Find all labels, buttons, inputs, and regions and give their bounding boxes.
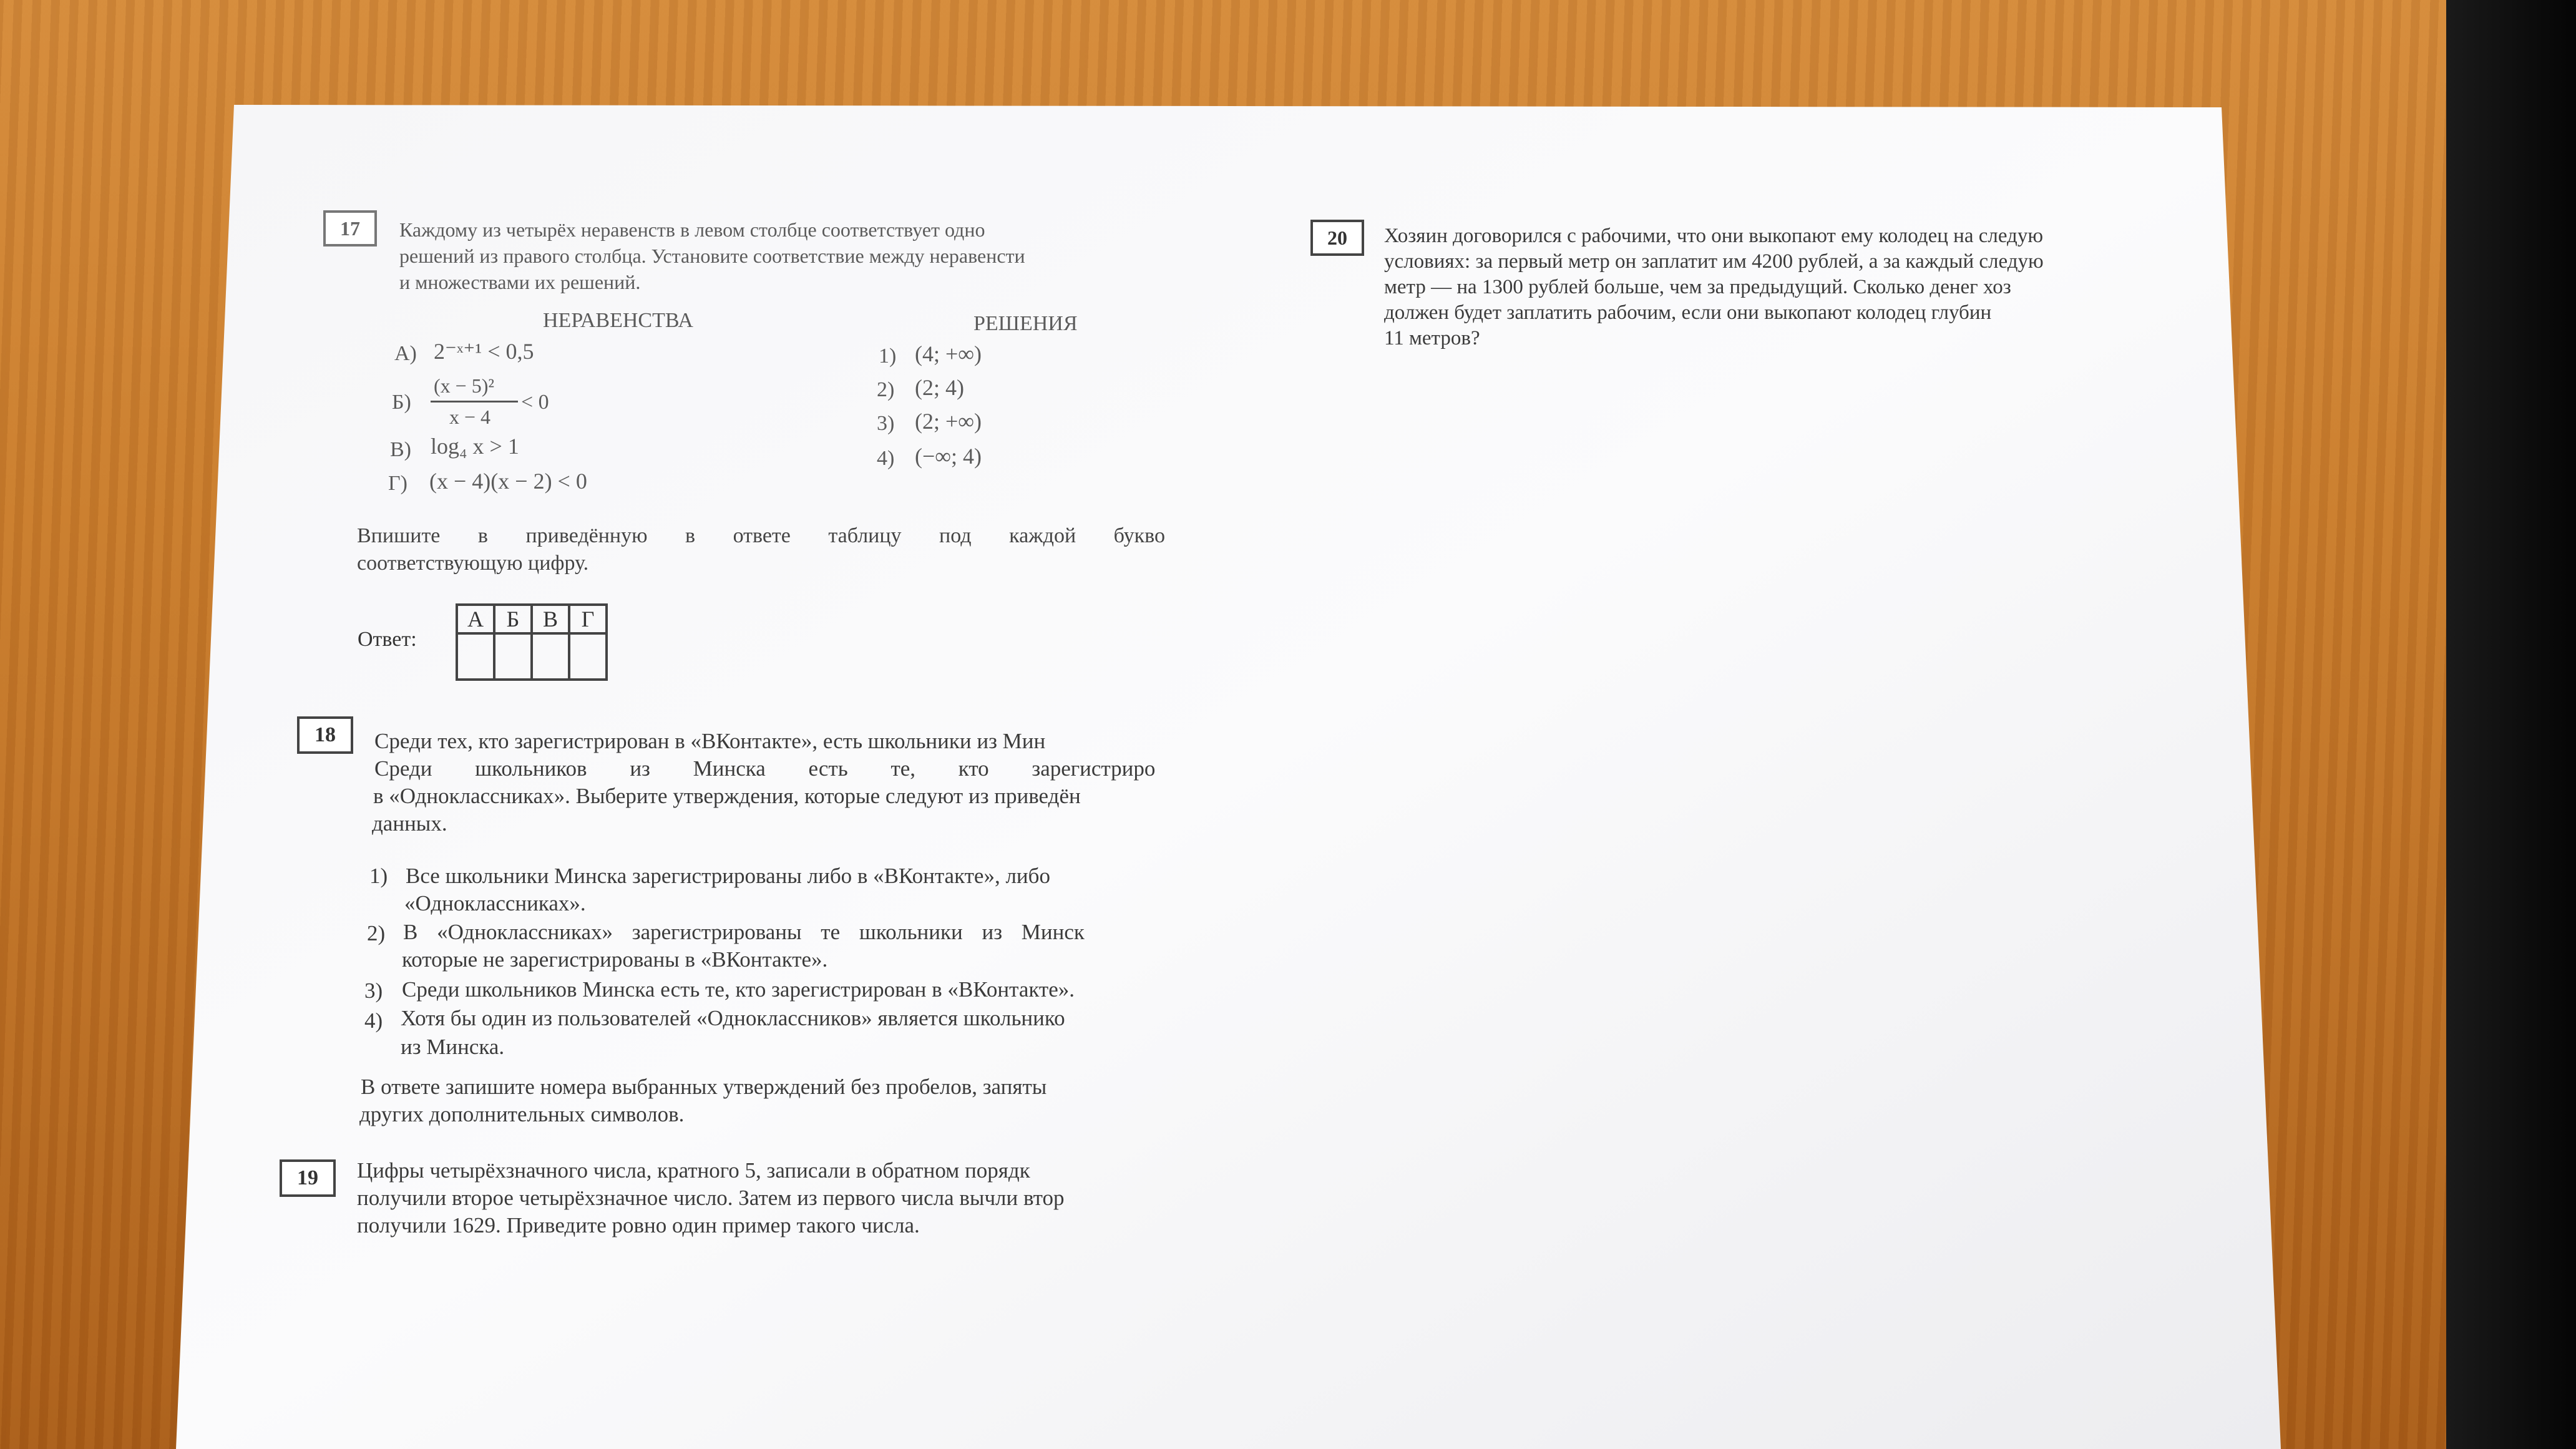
q18-item-4-label: 4)	[364, 1008, 383, 1033]
fraction-bar	[431, 401, 518, 402]
inequality-g-expr: (x − 4)(x − 2) < 0	[429, 469, 587, 494]
q18-item-1-line-1: Все школьники Минска зарегистрированы либо в «ВКонтакте», либо	[406, 864, 1050, 888]
question-number-18: 18	[297, 716, 353, 754]
q17-instruction-line-2: соответствующую цифру.	[357, 552, 589, 575]
q18-outro-line-1: В ответе запишите номера выбранных утверждений без пробелов, запяты	[361, 1075, 1047, 1099]
inequality-v-label: В)	[390, 438, 411, 461]
inequality-a-label: А)	[394, 342, 417, 365]
q18-item-2-line-1: В «Одноклассниках» зарегистрированы те школьники из Минск	[403, 920, 1085, 944]
q20-line-3: метр — на 1300 рублей больше, чем за предыдущий. Сколько денег хоз	[1384, 276, 2011, 298]
solution-3-expr: (2; +∞)	[915, 409, 982, 434]
q18-outro-line-2: других дополнительных символов.	[359, 1102, 685, 1126]
inequality-b-denominator: x − 4	[449, 406, 491, 428]
question-number-17: 17	[323, 210, 377, 246]
q18-intro-line-4: данных.	[372, 811, 447, 836]
inequality-b-rest: < 0	[521, 391, 549, 414]
q18-item-3-label: 3)	[364, 978, 383, 1003]
q20-line-5: 11 метров?	[1384, 327, 1480, 349]
q17-intro-line-1: Каждому из четырёх неравенств в левом столбце соответствует одно	[399, 218, 985, 241]
q18-intro-line-2: Среди школьников из Минска есть те, кто зарегистриро	[374, 756, 1156, 781]
inequality-b-numerator: (x − 5)²	[434, 374, 494, 397]
answer-label: Ответ:	[358, 628, 417, 651]
q18-intro-line-1: Среди тех, кто зарегистрирован в «ВКонтакте», есть школьники из Мин	[374, 729, 1046, 753]
q18-item-2-label: 2)	[367, 921, 386, 945]
answer-cell-b[interactable]	[494, 633, 532, 680]
answer-cell-a[interactable]	[457, 633, 494, 680]
q17-instruction-line-1: Впишите в приведённую в ответе таблицу под каждой букво	[357, 524, 1165, 547]
inequalities-header: НЕРАВЕНСТВА	[543, 309, 693, 332]
inequality-g-label: Г)	[388, 472, 407, 495]
solution-2-expr: (2; 4)	[915, 375, 964, 400]
solution-3-label: 3)	[877, 412, 895, 435]
q18-item-1-line-2: «Одноклассниках».	[404, 891, 586, 915]
q18-item-3-line-1: Среди школьников Минска есть те, кто зарегистрирован в «ВКонтакте».	[402, 977, 1075, 1002]
q20-line-2: условиях: за первый метр он заплатит им 4200 рублей, а за каждый следую	[1384, 250, 2044, 273]
solution-4-expr: (−∞; 4)	[915, 444, 982, 469]
q19-line-3: получили 1629. Приведите ровно один пример такого числа.	[357, 1213, 920, 1237]
question-number-20: 20	[1310, 220, 1364, 256]
solution-2-label: 2)	[877, 378, 895, 401]
inequality-a-expr: 2⁻ˣ⁺¹ < 0,5	[434, 339, 534, 364]
answer-header-b: Б	[494, 605, 532, 633]
q18-intro-line-3: в «Одноклассниках». Выберите утверждения, которые следуют из приведён	[373, 784, 1081, 808]
solutions-header: РЕШЕНИЯ	[973, 312, 1078, 335]
q17-intro-line-3: и множествами их решений.	[399, 271, 641, 293]
answer-header-a: А	[457, 605, 494, 633]
q20-line-4: должен будет заплатить рабочим, если они выкопают колодец глубин	[1384, 301, 1992, 324]
inequality-b-label: Б)	[392, 391, 411, 414]
question-number-19: 19	[280, 1159, 336, 1197]
q18-item-1-label: 1)	[369, 864, 388, 888]
q20-line-1: Хозяин договорился с рабочими, что они выкопают ему колодец на следую	[1384, 225, 2043, 247]
answer-cell-v[interactable]	[532, 633, 569, 680]
q18-item-4-line-1: Хотя бы один из пользователей «Одноклассников» является школьнико	[401, 1006, 1065, 1030]
answer-cell-g[interactable]	[569, 633, 607, 680]
solution-1-label: 1)	[879, 344, 897, 368]
q19-line-2: получили второе четырёхзначное число. Затем из первого числа вычли втор	[357, 1186, 1065, 1210]
answer-header-v: В	[532, 605, 569, 633]
q18-item-4-line-2: из Минска.	[401, 1035, 505, 1059]
inequality-v-expr: log₄ x > 1	[431, 434, 519, 459]
solution-4-label: 4)	[877, 447, 895, 470]
solution-1-expr: (4; +∞)	[915, 341, 982, 366]
answer-table	[456, 603, 608, 681]
q18-item-2-line-2: которые не зарегистрированы в «ВКонтакте».	[402, 947, 828, 972]
q19-line-1: Цифры четырёхзначного числа, кратного 5, записали в обратном порядк	[357, 1158, 1030, 1183]
answer-header-g: Г	[569, 605, 607, 633]
q17-intro-line-2: решений из правого столбца. Установите соответствие между неравенсти	[399, 245, 1025, 267]
